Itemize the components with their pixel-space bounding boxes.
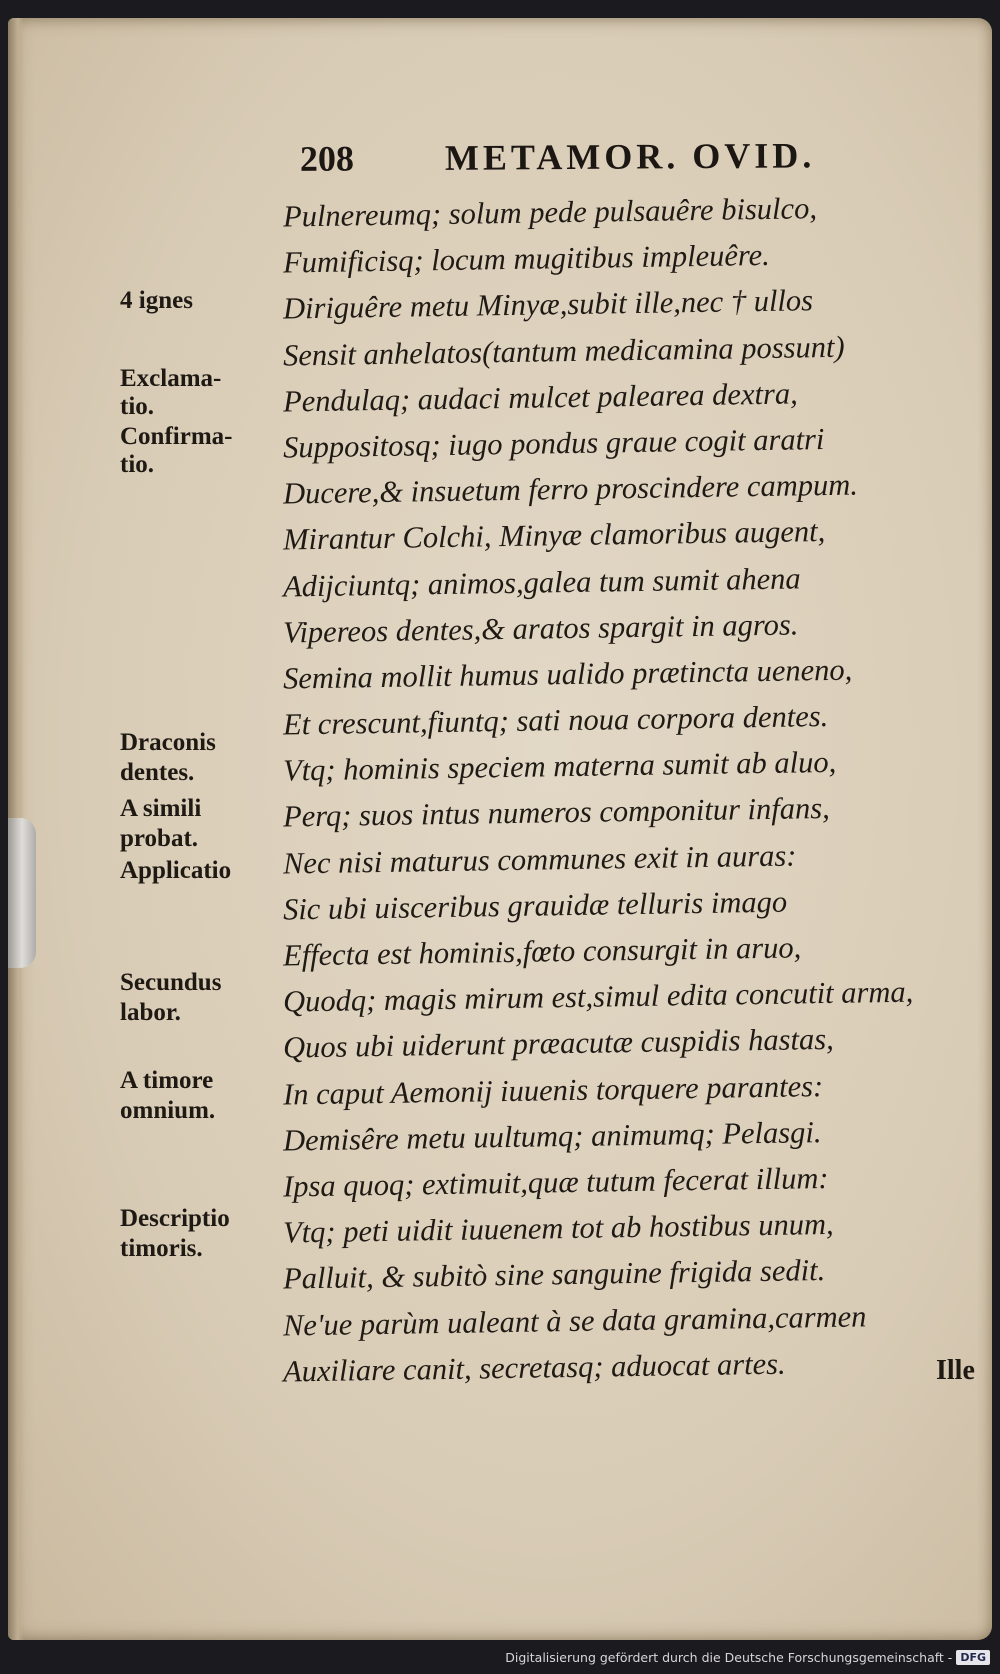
verse-line: Ducere,& insuetum ferro proscindere campum. — [282, 467, 859, 511]
verse-line: Sensit anhelatos(tantum medicamina possunt) — [282, 329, 845, 373]
verse-line: Ipsa quoq; extimuit,quæ tutum fecerat illum: — [282, 1160, 829, 1204]
verse-line: Et crescunt,fiuntq; sati noua corpora dentes. — [282, 699, 829, 742]
margin-note: Exclama- — [120, 365, 222, 392]
verse-line: Perq; suos intus numeros componitur infans, — [282, 791, 830, 834]
margin-note: tio. — [120, 451, 155, 478]
verse-line: Quodq; magis mirum est,simul edita concutit arma, — [282, 974, 914, 1019]
verse-line: Mirantur Colchi, Minyæ clamoribus augent, — [282, 514, 826, 557]
margin-note: Applicatio — [120, 857, 232, 884]
margin-note: A simili — [120, 795, 202, 822]
margin-note: 4 ignes — [120, 287, 193, 314]
verse-line: Nec nisi maturus communes exit in auras: — [282, 838, 797, 881]
verse-line: Ne'ue parùm ualeant à se data gramina,carmen — [282, 1298, 867, 1343]
margin-notes — [120, 18, 280, 1418]
verse-line: Vtq; hominis speciem materna sumit ab aluo, — [282, 745, 837, 788]
verse-line: Semina mollit humus ualido prætincta ueneno, — [282, 652, 853, 696]
margin-note: Draconis — [120, 729, 216, 756]
verse-line: Pendulaq; audaci mulcet palearea dextra, — [282, 376, 798, 419]
margin-note: omnium. — [120, 1097, 216, 1124]
margin-note: Descriptio — [120, 1205, 230, 1232]
page-number: 208 — [299, 138, 355, 179]
verse-line: In caput Aemonij iuuenis torquere parantes: — [282, 1068, 824, 1112]
verse-line: Quos ubi uiderunt præacutæ cuspidis hastas, — [282, 1022, 834, 1065]
dfg-logo: DFG — [956, 1650, 990, 1665]
verse-line: Palluit, & subitò sine sanguine frigida sedit. — [282, 1253, 826, 1296]
margin-note: Confirma- — [120, 423, 233, 450]
running-header — [300, 134, 840, 188]
verse-line: Vtq; peti uidit iuuenem tot ab hostibus unum, — [282, 1207, 834, 1250]
verse-text — [283, 188, 988, 1389]
verse-line: Fumificisq; locum mugitibus impleuêre. — [282, 238, 771, 280]
book-clip — [8, 818, 36, 968]
verse-line: Pulnereumq; solum pede pulsauêre bisulco, — [282, 191, 818, 234]
margin-note: dentes. — [120, 759, 195, 786]
catchword: Ille — [936, 1355, 975, 1386]
margin-note: Secundus — [120, 969, 222, 996]
verse-line: Effecta est hominis,fœto consurgit in aruo, — [282, 930, 802, 973]
book-page — [8, 18, 992, 1640]
verse-line: Vipereos dentes,& aratos spargit in agros. — [282, 607, 799, 650]
footer-text: Digitalisierung gefördert durch die Deutsche Forschungsgemeinschaft - — [505, 1649, 953, 1665]
margin-note: tio. — [120, 393, 155, 420]
verse-line: Diriguêre metu Minyæ,subit ille,nec † ullos — [282, 283, 814, 326]
digitization-footer — [505, 1646, 990, 1668]
margin-note: labor. — [120, 999, 181, 1026]
margin-note: A timore — [120, 1067, 214, 1094]
verse-line: Auxiliare canit, secretasq; aduocat artes. — [282, 1346, 786, 1389]
running-title: METAMOR. OVID. — [444, 135, 816, 178]
verse-line: Demisêre metu uultumq; animumq; Pelasgi. — [282, 1114, 822, 1158]
verse-line: Sic ubi uisceribus grauidæ telluris imago — [282, 884, 788, 927]
verse-line: Adijciuntq; animos,galea tum sumit ahena — [282, 560, 801, 604]
verse-line: Suppositosq; iugo pondus graue cogit aratri — [282, 421, 825, 465]
margin-note: probat. — [120, 825, 199, 852]
margin-note: timoris. — [120, 1235, 203, 1262]
